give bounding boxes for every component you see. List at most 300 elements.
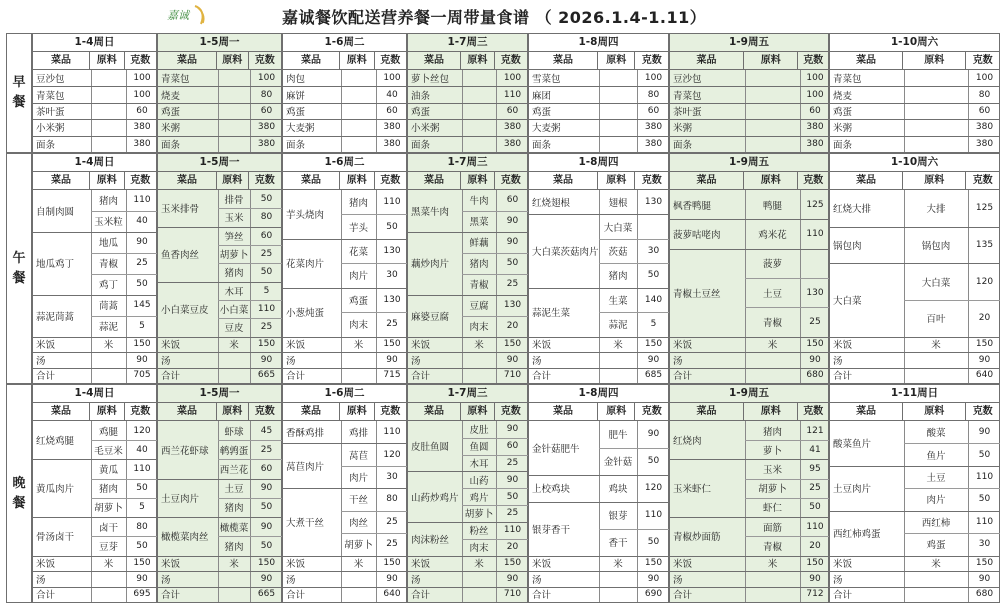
cell-divider bbox=[745, 479, 830, 480]
ingredient-name: 肉末 bbox=[348, 320, 368, 332]
day-title: 1-4周日 bbox=[33, 385, 156, 403]
dish-name: 青菜包 bbox=[161, 74, 190, 86]
ingredient-name: 青椒 bbox=[469, 280, 489, 292]
grams-value: 50 bbox=[809, 502, 821, 513]
grams-value: 80 bbox=[260, 89, 273, 100]
ingredient-name bbox=[218, 368, 250, 384]
ingredient-name: 锅包肉 bbox=[921, 240, 951, 252]
day-column bbox=[157, 384, 282, 603]
ingredient-name: 鸡米花 bbox=[758, 229, 787, 241]
dish-name: 米饭 bbox=[286, 340, 306, 352]
column-header-grams: 克数 bbox=[254, 55, 275, 66]
cell-divider bbox=[462, 488, 529, 489]
meal-label bbox=[6, 33, 32, 153]
dish-name: 米饭 bbox=[411, 340, 431, 352]
ingredient-name: 肉末 bbox=[469, 543, 489, 555]
ingredient-name: 毛豆米 bbox=[94, 445, 123, 457]
column-header-row bbox=[158, 52, 281, 70]
dish-name: 小米粥 bbox=[36, 123, 65, 135]
dish-name: 藕炒肉片 bbox=[411, 259, 450, 271]
ingredient-name: 鱼片 bbox=[926, 450, 946, 462]
grams-value: 25 bbox=[260, 444, 273, 455]
dish-name: 面条 bbox=[673, 139, 693, 151]
ingredient-name: 豆腐 bbox=[469, 301, 489, 313]
ingredient-name: 青椒 bbox=[762, 317, 782, 329]
cell-divider bbox=[218, 498, 283, 499]
ingredient-name: 鱼圆 bbox=[469, 442, 489, 454]
svg-text:嘉诚: 嘉诚 bbox=[167, 9, 189, 22]
ingredient-name bbox=[904, 86, 968, 102]
ingredient-name: 米 bbox=[353, 559, 364, 571]
ingredient-name bbox=[462, 587, 496, 603]
dish-name: 油条 bbox=[411, 90, 431, 102]
cell-divider bbox=[341, 533, 408, 534]
ingredient-name: 肉末 bbox=[469, 322, 489, 334]
day-title: 1-8周四 bbox=[529, 154, 668, 172]
dish-name: 土豆肉片 bbox=[161, 493, 200, 505]
column-header-grams: 克数 bbox=[500, 175, 521, 186]
grams-value: 90 bbox=[978, 573, 991, 584]
dish-name: 菠萝咕咾肉 bbox=[673, 229, 721, 241]
column-header-ingredient: 原料 bbox=[461, 52, 494, 69]
grams-value: 90 bbox=[136, 573, 148, 584]
grams-value: 110 bbox=[975, 516, 994, 527]
grams-value: 665 bbox=[257, 370, 276, 381]
dish-name: 合计 bbox=[36, 590, 56, 602]
ingredient-name bbox=[91, 571, 126, 587]
column-header-row bbox=[408, 403, 527, 421]
grams-value: 665 bbox=[257, 589, 276, 600]
ingredient-name bbox=[218, 86, 250, 102]
day-title: 1-7周三 bbox=[408, 34, 527, 52]
dish-name: 莴苣肉片 bbox=[286, 461, 325, 473]
dish-name: 合计 bbox=[411, 590, 431, 602]
day-column bbox=[407, 33, 528, 153]
grams-value: 150 bbox=[257, 339, 276, 350]
grams-value: 60 bbox=[809, 105, 821, 116]
grams-value: 110 bbox=[257, 304, 276, 315]
day-column bbox=[32, 153, 157, 384]
cell-divider bbox=[745, 278, 830, 279]
ingredient-name: 肉片 bbox=[348, 271, 368, 283]
column-header-row bbox=[408, 52, 527, 70]
grams-value: 90 bbox=[978, 354, 991, 365]
day-column bbox=[669, 384, 829, 603]
cell-divider bbox=[218, 318, 283, 319]
dish-name: 汤 bbox=[532, 355, 542, 367]
ingredient-name bbox=[745, 119, 800, 135]
cell-divider bbox=[462, 253, 529, 254]
column-header-grams: 克数 bbox=[380, 55, 401, 66]
grams-value: 150 bbox=[975, 558, 994, 569]
day-column bbox=[282, 33, 407, 153]
grams-value: 110 bbox=[383, 427, 401, 438]
ingredient-name bbox=[341, 86, 376, 102]
ingredient-name: 卤干 bbox=[98, 522, 118, 534]
grams-value: 140 bbox=[644, 294, 663, 305]
ingredient-name: 莴苣 bbox=[348, 450, 368, 462]
ingredient-name: 鹌鹑蛋 bbox=[219, 445, 249, 457]
dish-name: 米饭 bbox=[833, 340, 853, 352]
ingredient-name bbox=[341, 70, 376, 86]
ingredient-name: 肉片 bbox=[348, 473, 368, 485]
grams-value: 45 bbox=[260, 425, 273, 436]
column-header-grams: 克数 bbox=[641, 175, 662, 186]
ingredient-name bbox=[599, 571, 637, 587]
column-header-grams: 克数 bbox=[803, 55, 824, 66]
grams-value: 150 bbox=[975, 339, 994, 350]
dish-name: 黑菜牛肉 bbox=[411, 206, 450, 218]
grams-value: 20 bbox=[978, 313, 991, 324]
day-title: 1-8周四 bbox=[529, 385, 668, 403]
grams-value: 690 bbox=[644, 589, 663, 600]
dish-name: 银芽香干 bbox=[532, 524, 571, 536]
dish-name: 米饭 bbox=[286, 559, 306, 571]
dish-name: 汤 bbox=[36, 574, 46, 586]
day-title: 1-10周六 bbox=[830, 34, 999, 52]
cell-divider bbox=[218, 440, 283, 441]
dish-name: 米饭 bbox=[161, 559, 181, 571]
grams-value: 25 bbox=[506, 458, 519, 469]
grams-value: 380 bbox=[975, 138, 994, 149]
column-header-dish: 菜品 bbox=[670, 52, 744, 69]
ingredient-name: 青椒 bbox=[98, 259, 118, 271]
column-header-ingredient: 原料 bbox=[598, 52, 635, 69]
ingredient-name bbox=[91, 368, 126, 384]
ingredient-name bbox=[599, 103, 637, 119]
ingredient-name: 米 bbox=[474, 559, 484, 571]
grams-value: 90 bbox=[260, 573, 273, 584]
ingredient-name: 鸡排 bbox=[348, 428, 368, 440]
ingredient-name: 猪肉 bbox=[224, 268, 244, 280]
grams-value: 145 bbox=[133, 300, 151, 311]
grams-value: 50 bbox=[647, 456, 660, 467]
column-header-grams: 克数 bbox=[380, 406, 401, 417]
dish-name: 皮肚鱼圆 bbox=[411, 442, 450, 454]
ingredient-name: 虾仁 bbox=[762, 503, 782, 515]
cell-divider bbox=[341, 466, 408, 467]
day-column bbox=[669, 153, 829, 384]
dish-name: 土豆肉片 bbox=[833, 484, 872, 496]
ingredient-name: 鸭腿 bbox=[762, 200, 782, 212]
dish-name: 汤 bbox=[833, 574, 843, 586]
dish-name: 西红柿鸡蛋 bbox=[833, 529, 881, 541]
grams-value: 25 bbox=[809, 483, 821, 494]
ingredient-name bbox=[341, 368, 376, 384]
grams-value: 100 bbox=[975, 73, 994, 84]
grams-value: 135 bbox=[975, 239, 994, 250]
ingredient-name: 排骨 bbox=[224, 195, 244, 207]
dish-name: 汤 bbox=[833, 355, 843, 367]
ingredient-name: 胡萝卜 bbox=[94, 503, 123, 515]
grams-value: 380 bbox=[644, 122, 663, 133]
grams-value: 50 bbox=[260, 502, 273, 513]
grams-value: 60 bbox=[506, 441, 519, 452]
cell-divider bbox=[341, 312, 408, 313]
grams-value: 40 bbox=[136, 216, 148, 227]
grams-value: 90 bbox=[260, 354, 273, 365]
grams-value: 150 bbox=[503, 339, 522, 350]
dish-name: 米粥 bbox=[673, 123, 693, 135]
ingredient-name bbox=[462, 368, 496, 384]
column-header-dish: 菜品 bbox=[529, 403, 598, 420]
ingredient-name: 虾球 bbox=[224, 426, 244, 438]
column-header-ingredient: 原料 bbox=[217, 52, 249, 69]
ingredient-name bbox=[745, 70, 800, 86]
ingredient-name: 地瓜 bbox=[98, 238, 118, 250]
dish-name: 合计 bbox=[532, 371, 552, 383]
ingredient-name: 百叶 bbox=[926, 314, 946, 326]
ingredient-name bbox=[462, 70, 496, 86]
grams-value: 40 bbox=[386, 89, 398, 100]
dish-name: 芋头烧肉 bbox=[286, 210, 325, 222]
column-header-grams: 克数 bbox=[972, 175, 993, 186]
grams-value: 380 bbox=[257, 138, 276, 149]
column-header-grams: 克数 bbox=[130, 406, 151, 417]
column-header-row bbox=[33, 172, 156, 190]
grams-value: 90 bbox=[506, 474, 519, 485]
ingredient-name bbox=[904, 587, 968, 603]
ingredient-name: 米 bbox=[767, 559, 778, 571]
dish-name: 黄瓜肉片 bbox=[36, 484, 75, 496]
cell-divider bbox=[218, 208, 283, 209]
column-header-dish: 菜品 bbox=[33, 52, 90, 69]
dish-name: 鸡蛋 bbox=[833, 106, 853, 118]
cell-divider bbox=[599, 529, 670, 530]
day-column bbox=[157, 153, 282, 384]
column-header-ingredient: 原料 bbox=[461, 403, 494, 420]
dish-name: 鱼香肉丝 bbox=[161, 250, 200, 262]
dish-name: 面条 bbox=[411, 139, 431, 151]
column-header-grams: 克数 bbox=[803, 406, 824, 417]
column-header-ingredient: 原料 bbox=[903, 172, 966, 189]
ingredient-name bbox=[904, 136, 968, 152]
grams-value: 90 bbox=[386, 573, 398, 584]
dish-name: 香酥鸡排 bbox=[286, 428, 325, 440]
dish-name: 米饭 bbox=[36, 559, 56, 571]
ingredient-name: 粉丝 bbox=[469, 526, 489, 538]
ingredient-name bbox=[218, 587, 250, 603]
dish-name: 红烧翅根 bbox=[532, 198, 571, 210]
ingredient-name: 米 bbox=[613, 340, 623, 352]
grams-value: 130 bbox=[383, 246, 401, 257]
cell-divider bbox=[599, 312, 670, 313]
ingredient-name: 花菜 bbox=[348, 247, 368, 259]
grams-value: 380 bbox=[806, 122, 824, 133]
column-header-ingredient: 原料 bbox=[598, 403, 635, 420]
cell-divider bbox=[91, 498, 158, 499]
ingredient-name: 橄榄菜 bbox=[219, 522, 249, 534]
cell-divider bbox=[904, 488, 1000, 489]
ingredient-name: 金针菇 bbox=[603, 457, 633, 469]
ingredient-name bbox=[462, 103, 496, 119]
column-header-ingredient: 原料 bbox=[340, 52, 374, 69]
dish-name: 茶叶蛋 bbox=[673, 106, 702, 118]
day-title: 1-5周一 bbox=[158, 34, 281, 52]
ingredient-name: 黄瓜 bbox=[98, 465, 118, 477]
grams-value: 110 bbox=[503, 89, 522, 100]
day-column bbox=[282, 384, 407, 603]
cell-divider bbox=[218, 245, 283, 246]
grams-value: 380 bbox=[383, 138, 401, 149]
dish-name: 合计 bbox=[161, 590, 181, 602]
column-header-dish: 菜品 bbox=[830, 52, 903, 69]
column-header-ingredient: 原料 bbox=[903, 403, 966, 420]
grams-value: 90 bbox=[809, 573, 821, 584]
ingredient-name: 猪肉 bbox=[762, 426, 782, 438]
dish-name: 米粥 bbox=[161, 123, 181, 135]
grams-value: 125 bbox=[806, 199, 824, 210]
grams-value: 100 bbox=[644, 73, 663, 84]
grams-value: 380 bbox=[133, 122, 151, 133]
column-header-row bbox=[33, 403, 156, 421]
dish-name: 面条 bbox=[161, 139, 181, 151]
grams-value: 90 bbox=[386, 354, 398, 365]
cell-divider bbox=[462, 316, 529, 317]
grams-value: 60 bbox=[506, 195, 519, 206]
column-header-row bbox=[283, 52, 406, 70]
grams-value: 25 bbox=[386, 539, 398, 550]
grams-value: 640 bbox=[975, 370, 994, 381]
grams-value: 110 bbox=[133, 195, 151, 206]
ingredient-name bbox=[599, 136, 637, 152]
dish-name: 小葱炖蛋 bbox=[286, 308, 325, 320]
cell-divider bbox=[745, 536, 830, 537]
column-header-dish: 菜品 bbox=[158, 172, 217, 189]
dish-name: 豆沙包 bbox=[36, 74, 65, 86]
page-header bbox=[0, 0, 1000, 33]
ingredient-name bbox=[91, 70, 126, 86]
ingredient-name: 胡萝卜 bbox=[758, 484, 787, 496]
grams-value: 50 bbox=[647, 270, 660, 281]
day-column bbox=[528, 384, 669, 603]
ingredient-name: 皮肚 bbox=[469, 425, 489, 437]
dish-name: 合计 bbox=[833, 371, 853, 383]
dish-name: 米饭 bbox=[411, 559, 431, 571]
column-header-row bbox=[529, 403, 668, 421]
dish-name: 汤 bbox=[161, 355, 171, 367]
cell-divider bbox=[91, 211, 158, 212]
day-title: 1-6周二 bbox=[283, 34, 406, 52]
grams-value: 120 bbox=[644, 483, 663, 494]
ingredient-name bbox=[462, 136, 496, 152]
column-header-grams: 克数 bbox=[500, 55, 521, 66]
ingredient-name bbox=[462, 571, 496, 587]
grams-value: 25 bbox=[506, 279, 519, 290]
column-header-grams: 克数 bbox=[254, 175, 275, 186]
grams-value: 50 bbox=[260, 267, 273, 278]
ingredient-name: 笋丝 bbox=[224, 231, 244, 243]
column-header-dish: 菜品 bbox=[283, 403, 340, 420]
grams-value: 121 bbox=[806, 425, 824, 436]
dish-name: 蒜泥茼蒿 bbox=[36, 311, 75, 323]
grams-value: 710 bbox=[503, 589, 522, 600]
cell-divider bbox=[462, 455, 529, 456]
cell-divider bbox=[904, 443, 1000, 444]
ingredient-name: 猪肉 bbox=[348, 198, 368, 210]
grams-value: 41 bbox=[809, 444, 821, 455]
cell-divider bbox=[745, 307, 830, 308]
grams-value: 150 bbox=[133, 558, 151, 569]
grams-value: 90 bbox=[136, 237, 148, 248]
logo-icon bbox=[165, 4, 209, 26]
ingredient-name bbox=[599, 86, 637, 102]
column-header-dish: 菜品 bbox=[529, 172, 598, 189]
ingredient-name: 土豆 bbox=[926, 473, 946, 485]
grams-value: 150 bbox=[383, 339, 401, 350]
dish-name: 肉沫粉丝 bbox=[411, 534, 450, 546]
column-header-ingredient: 原料 bbox=[90, 52, 124, 69]
dish-name: 合计 bbox=[673, 590, 693, 602]
grams-value: 40 bbox=[136, 444, 148, 455]
ingredient-name: 胡萝卜 bbox=[344, 540, 373, 552]
dish-name: 麻团 bbox=[532, 90, 552, 102]
grams-value: 100 bbox=[133, 89, 151, 100]
grams-value: 80 bbox=[647, 89, 660, 100]
dish-name: 大白菜 bbox=[833, 295, 862, 307]
dish-name: 地瓜鸡丁 bbox=[36, 259, 75, 271]
ingredient-name bbox=[91, 103, 126, 119]
dish-name: 橄榄菜肉丝 bbox=[161, 532, 209, 544]
column-header-grams: 克数 bbox=[130, 55, 151, 66]
column-header-ingredient: 原料 bbox=[340, 172, 374, 189]
ingredient-name: 鸡片 bbox=[469, 492, 489, 504]
cell-divider bbox=[218, 300, 283, 301]
grams-value: 120 bbox=[383, 449, 401, 460]
grams-value: 30 bbox=[386, 270, 398, 281]
day-column bbox=[157, 33, 282, 153]
dish-name: 米饭 bbox=[532, 340, 552, 352]
dish-name: 金针菇肥牛 bbox=[532, 443, 580, 455]
ingredient-name: 蒜泥 bbox=[98, 322, 118, 334]
dish-name: 面条 bbox=[36, 139, 56, 151]
column-header-grams: 克数 bbox=[972, 406, 993, 417]
dish-name: 花菜肉片 bbox=[286, 259, 325, 271]
grams-value: 90 bbox=[506, 573, 519, 584]
day-column bbox=[282, 153, 407, 384]
grams-value: 380 bbox=[383, 122, 401, 133]
dish-name: 米饭 bbox=[532, 559, 552, 571]
dish-name: 红烧肉 bbox=[673, 436, 702, 448]
grams-value: 5 bbox=[263, 285, 270, 296]
column-header-row bbox=[830, 403, 999, 421]
grams-value: 380 bbox=[503, 138, 522, 149]
grams-value: 150 bbox=[806, 558, 824, 569]
day-title: 1-9周五 bbox=[670, 34, 828, 52]
ingredient-name: 茨菇 bbox=[608, 247, 628, 259]
grams-value: 50 bbox=[260, 540, 273, 551]
cell-divider bbox=[91, 316, 158, 317]
dish-name: 汤 bbox=[286, 574, 296, 586]
day-title: 1-5周一 bbox=[158, 385, 281, 403]
ingredient-name: 西红柿 bbox=[921, 517, 951, 529]
grams-value: 90 bbox=[506, 216, 519, 227]
grams-value: 25 bbox=[386, 516, 398, 527]
cell-divider bbox=[599, 263, 670, 264]
grams-value: 50 bbox=[386, 221, 398, 232]
ingredient-name bbox=[904, 368, 968, 384]
grams-value: 20 bbox=[506, 321, 519, 332]
dish-name: 酸菜鱼片 bbox=[833, 439, 872, 451]
cell-divider bbox=[341, 511, 408, 512]
grams-value: 150 bbox=[133, 339, 151, 350]
meal-section bbox=[6, 384, 1000, 603]
dish-name: 面条 bbox=[833, 139, 853, 151]
grams-value: 680 bbox=[975, 589, 994, 600]
ingredient-name: 萝卜 bbox=[762, 445, 782, 457]
grams-value: 150 bbox=[806, 339, 824, 350]
grams-value: 685 bbox=[644, 370, 663, 381]
